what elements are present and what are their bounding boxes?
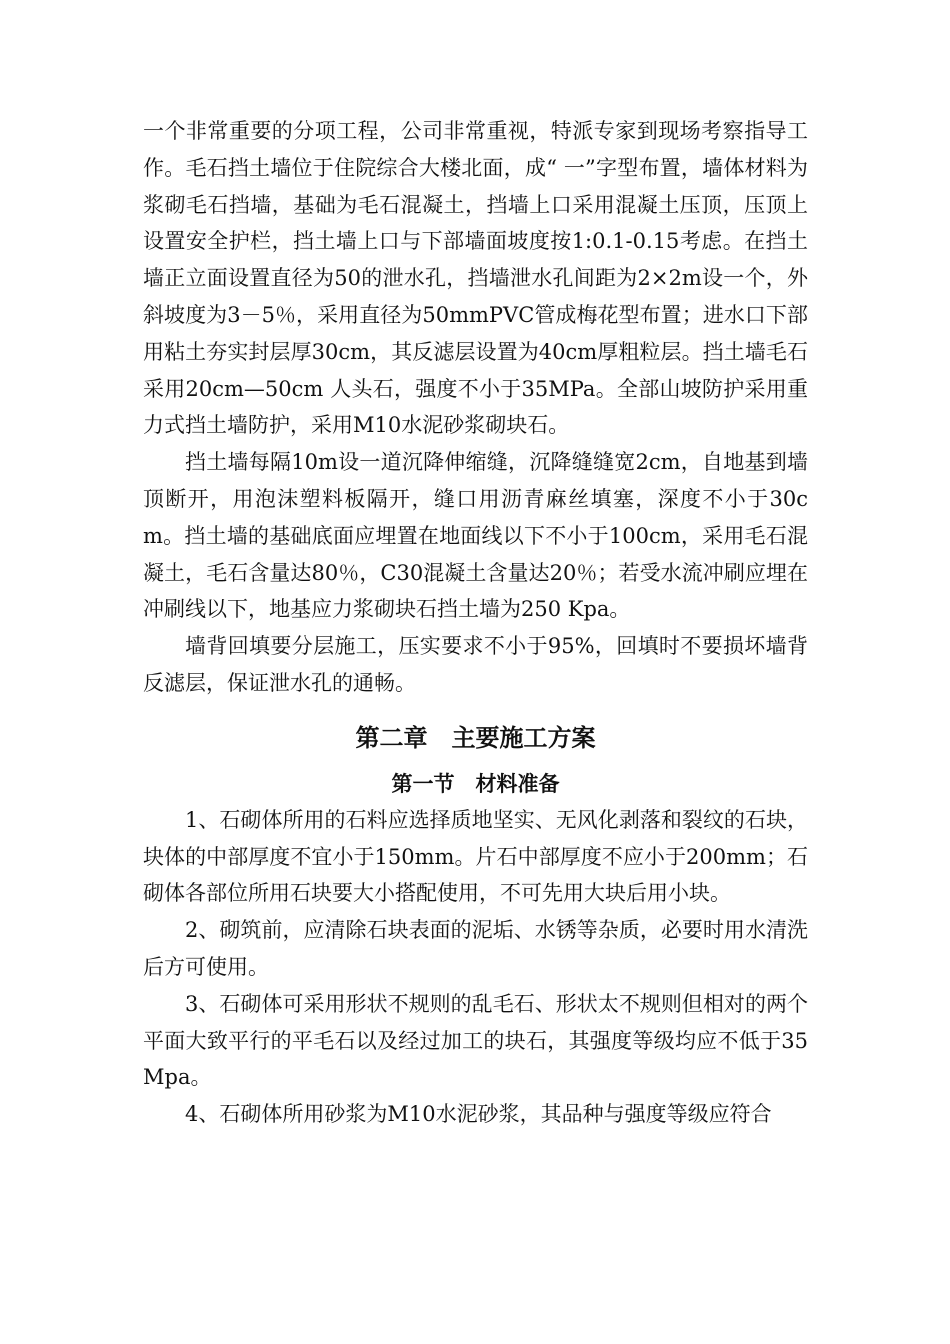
backfill-paragraph: 墙背回填要分层施工，压实要求不小于95%，回填时不要损坏墙背反滤层，保证泄水孔的通畅。 (143, 634, 808, 695)
list-item: 2、砌筑前，应清除石块表面的泥垢、水锈等杂质，必要时用水清洗后方可使用。 (143, 918, 808, 979)
list-item: 1、石砌体所用的石料应选择质地坚实、无风化剥落和裂纹的石块，块体的中部厚度不宜小于150mm。片石中部厚度不应小于200mm；石砌体各部位所用石块要大小搭配使用，不可先用大块后用小块。 (143, 807, 808, 906)
settlement-joint-paragraph: 挡土墙每隔10m设一道沉降伸缩缝，沉降缝缝宽2cm，自地基到墙顶断开，用泡沫塑料板隔开，缝口用沥青麻丝填塞，深度不小于30cm。挡土墙的基础底面应埋置在地面线以下不小于100cm，采用毛石混凝土，毛石含量达80％，C30混凝土含量达20％；若受水流冲刷应埋在冲刷线以下，地基应力浆砌块石挡土墙为250 Kpa。 (143, 450, 808, 622)
intro-paragraph: 一个非常重要的分项工程，公司非常重视，特派专家到现场考察指导工作。毛石挡土墙位于住院综合大楼北面，成“ 一”字型布置，墙体材料为浆砌毛石挡墙，基础为毛石混凝土，挡墙上口采用混凝土压顶，压顶上设置安全护栏，挡土墙上口与下部墙面坡度按1:0.1-0.15考虑。在挡土墙正立面设置直径为50的泄水孔，挡墙泄水孔间距为2×2m设一个，外斜坡度为3－5％，采用直径为50mmPVC管成梅花型布置；进水口下部用粘土夯实封层厚30cm，其反滤层设置为40cm厚粗粒层。挡土墙毛石采用20cm—50cm 人头石，强度不小于35MPa。全部山坡防护采用重力式挡土墙防护，采用M10水泥砂浆砌块石。 (143, 119, 808, 438)
list-item: 3、石砌体可采用形状不规则的乱毛石、形状太不规则但相对的两个平面大致平行的平毛石以及经过加工的块石，其强度等级均应不低于35Mpa。 (143, 991, 808, 1090)
list-item: 4、石砌体所用砂浆为M10水泥砂浆，其品种与强度等级应符合 (185, 1102, 772, 1127)
section-title: 第一节 材料准备 (391, 771, 560, 796)
document-page (143, 113, 808, 1133)
chapter-title: 第二章 主要施工方案 (355, 723, 596, 752)
